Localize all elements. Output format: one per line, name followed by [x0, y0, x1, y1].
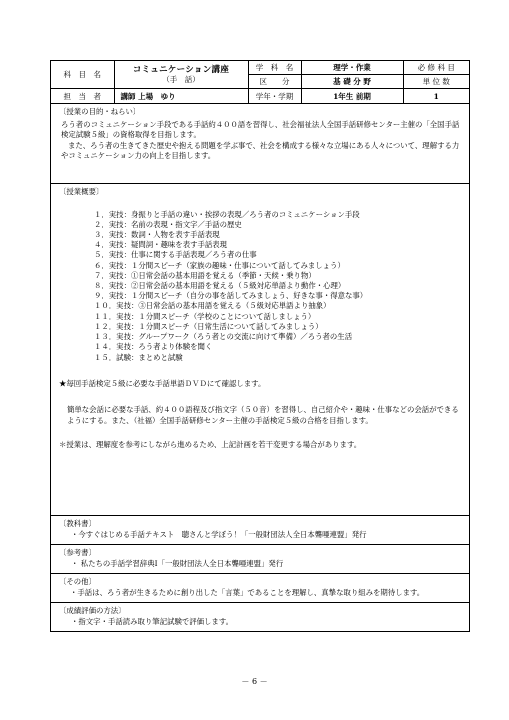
area-label: 区 分 [248, 75, 301, 89]
dept-label: 学 科 名 [248, 61, 301, 75]
list-item: ８．実技：②日常会話の基本用語を覚える（５級対応単語より動作・心理） [94, 281, 346, 291]
reference-title: 〔参考書〕 [59, 548, 96, 558]
evaluation-section [51, 602, 469, 631]
syllabus-sheet [50, 60, 470, 632]
required-label: 必 修 科 目 [403, 61, 469, 75]
overview-list [94, 210, 463, 363]
list-item: １２．実技：１分間スピーチ（日常生活について話してみましょう） [94, 321, 323, 331]
list-item: ３．実技：数詞・人物を表す手話表現 [94, 229, 220, 239]
list-item: １１．実技：１分間スピーチ（学校のことについて話しましょう） [94, 311, 316, 321]
units-label: 単 位 数 [403, 75, 469, 89]
purpose-section [51, 104, 469, 183]
reference-text: ・ 私たちの手話学習辞典Ⅰ「一般財団法人全日本聾唖連盟」発行 [71, 558, 284, 568]
course-name-cell [114, 61, 248, 89]
purpose-title: 〔授業の目的・ねらい〕 [59, 107, 141, 116]
overview-section [51, 183, 469, 515]
header-table [51, 61, 469, 104]
year-label: 学年・学期 [248, 89, 301, 104]
list-item: １３．実技：グループワーク（ろう者との交流に向けて準備）／ろう者の生活 [94, 332, 353, 342]
other-text: ・手話は、ろう者が生きるために創り出した「言葉」であることを理解し、真摯な取り組みを期待します。 [70, 587, 425, 597]
list-item: ９．実技：１分間スピーチ（自分の事を話してみましょう、好きな事・得意な事） [94, 291, 368, 301]
dept-value: 理学・作業 [301, 61, 403, 75]
other-section [51, 573, 469, 602]
list-item: １４．実技：ろう者より体験を聞く [94, 342, 213, 352]
course-subtitle: （手 話） [162, 75, 200, 85]
textbook-text: ・今すぐはじめる手話テキスト 聴さんと学ぼう！「一般財団法人全日本聾唖連盟」発行 [71, 529, 367, 539]
overview-title: 〔授業概要〕 [59, 187, 104, 196]
evaluation-text: ・指文字・手話読み取り筆記試験で評価します。 [71, 616, 234, 626]
list-item: ６．実技：１分間スピーチ（家族の趣味・仕事について話してみましょう） [94, 260, 345, 270]
subject-label: 科 目 名 [51, 61, 114, 89]
area-value: 基 礎 分 野 [301, 75, 403, 89]
list-item: １０．実技：③日常会話の基本用語を覚える（５級対応単語より抽象） [94, 301, 331, 311]
goal-paragraph: 簡単な会話に必要な手話、約４００語程及び指文字（５０音）を習得し、自己紹介や・趣味・仕事などの会話ができるようにする。また、（社福）全国手話研修センター主催の手話検定５級の合格を目指します。 [67, 405, 459, 425]
reference-section [51, 544, 469, 573]
list-item: ２．実技：名前の表現・指文字／手話の歴史 [94, 219, 242, 229]
evaluation-title: 〔成績評価の方法〕 [59, 606, 126, 616]
list-item: ４．実技：疑問詞・趣味を表す手話表現 [94, 240, 228, 250]
purpose-paragraph-2: また、ろう者の生きてきた歴史や抱える問題を学ぶ事で、社会を構成する様々な立場にある人々について、理解する力やコミュニケーション力の向上を目指します。 [61, 140, 460, 161]
instructor-name: 講師 上場 ゆり [114, 89, 248, 104]
other-title: 〔その他〕 [59, 577, 96, 587]
textbook-section [51, 515, 469, 544]
textbook-title: 〔教科書〕 [59, 519, 96, 528]
page-number: － 6 － [241, 677, 268, 686]
course-name: コミュニケーション講座 [132, 64, 230, 75]
list-item: ７．実技：①日常会話の基本用語を覚える（季節・天候・乗り物） [94, 270, 316, 280]
units-value: 1 [403, 89, 469, 104]
adjust-note: ＊授業は、理解度を参考にしながら進めるため、上記計画を若干変更する場合があります。 [59, 440, 362, 450]
purpose-paragraph-1: ろう者のコミュニケーション手段である手話約４００語を習得し、社会福祉法人全国手話研修センター主催の「全国手話検定試験５級」の資格取得を目指します。 [61, 119, 460, 140]
list-item: ５．実技：仕事に関する手話表現／ろう者の仕事 [94, 250, 257, 260]
dvd-note: ★毎回手話検定５級に必要な手話単語ＤＶＤにて確認します。 [59, 378, 266, 388]
instructor-label: 担 当 者 [51, 89, 114, 104]
list-item: １．実技：身振りと手話の違い・挨拶の表現／ろう者のコミュニケーション手段 [94, 209, 360, 219]
list-item: １５．試験：まとめと試験 [94, 352, 183, 362]
year-value: 1年生 前期 [301, 89, 403, 104]
